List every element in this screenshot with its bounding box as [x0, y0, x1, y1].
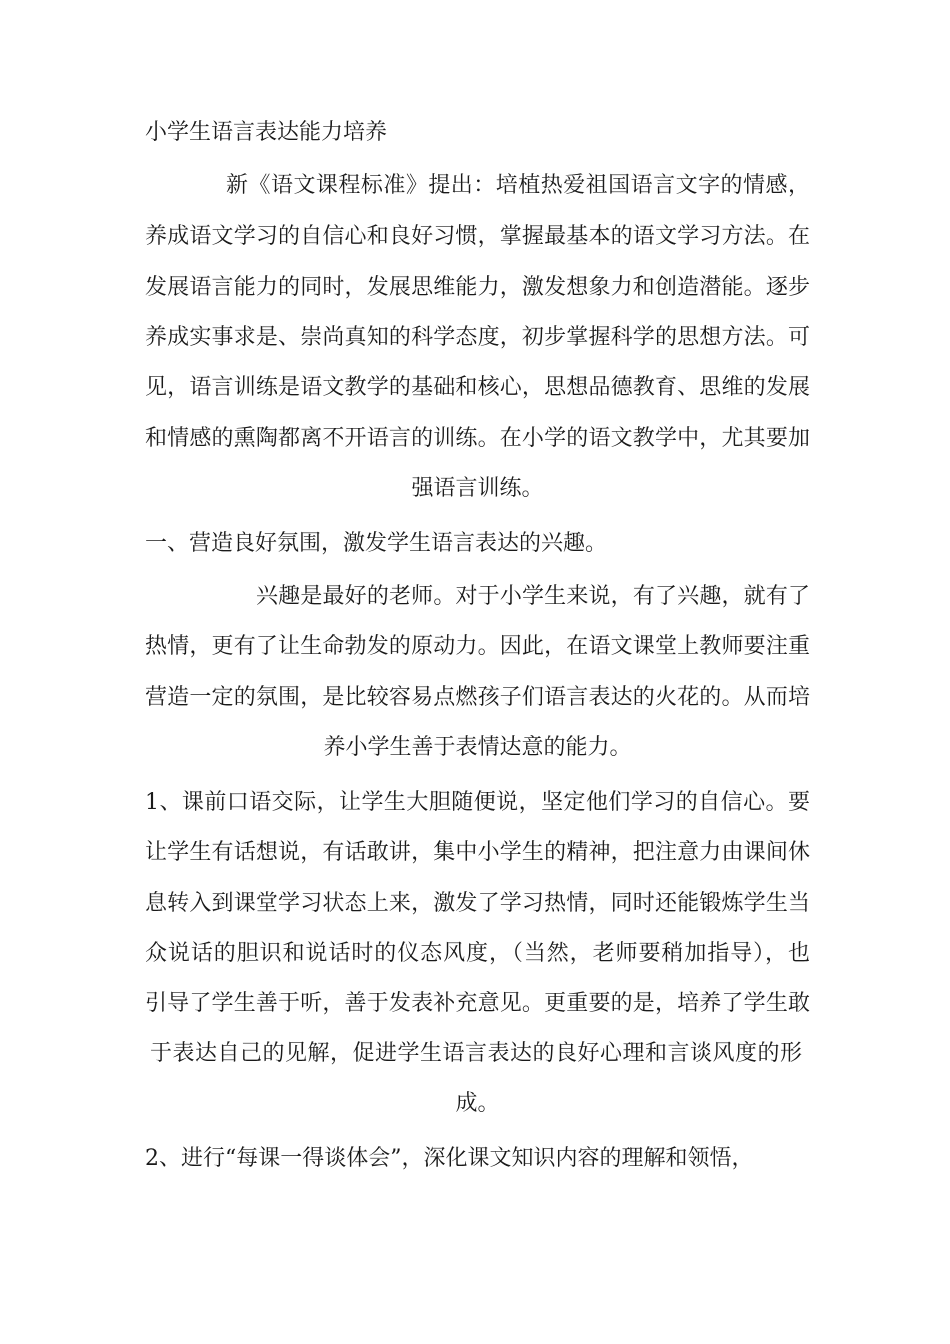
paragraph-line: 让学生有话想说，有话敢讲，集中小学生的精神，把注意力由课间休 — [145, 840, 810, 865]
list-item-line: 2、进行“每课一得谈体会”，深化课文知识内容的理解和领悟， — [145, 1146, 754, 1171]
paragraph-line: 于表达自己的见解，促进学生语言表达的良好心理和言谈风度的形 — [150, 1041, 802, 1066]
paragraph-line: 养小学生善于表情达意的能力。 — [323, 735, 632, 760]
paragraph-line: 热情，更有了让生命勃发的原动力。因此，在语文课堂上教师要注重 — [145, 634, 810, 659]
paragraph-line: 见，语言训练是语文教学的基础和核心，思想品德教育、思维的发展 — [145, 375, 810, 400]
paragraph-line: 养成语文学习的自信心和良好习惯，掌握最基本的语文学习方法。在 — [145, 224, 810, 249]
paragraph-line: 新《语文课程标准》提出：培植热爱祖国语言文字的情感， — [226, 173, 810, 198]
paragraph-line: 和情感的熏陶都离不开语言的训练。在小学的语文教学中，尤其要加 — [145, 426, 810, 451]
paragraph-line: 引导了学生善于听，善于发表补充意见。更重要的是，培养了学生敢 — [145, 991, 810, 1016]
section-heading: 一、营造良好氛围，激发学生语言表达的兴趣。 — [145, 531, 608, 556]
paragraph-line: 强语言训练。 — [411, 476, 544, 501]
paragraph-line: 养成实事求是、崇尚真知的科学态度，初步掌握科学的思想方法。可 — [145, 325, 810, 350]
paragraph-line: 营造一定的氛围，是比较容易点燃孩子们语言表达的火花的。从而培 — [145, 685, 810, 710]
paragraph-line: 发展语言能力的同时，发展思维能力，激发想象力和创造潜能。逐步 — [145, 275, 810, 300]
list-item-line: 1、课前口语交际，让学生大胆随便说，坚定他们学习的自信心。要 — [145, 790, 810, 815]
paragraph-line: 众说话的胆识和说话时的仪态风度，（当然，老师要稍加指导），也 — [145, 941, 810, 966]
paragraph-line: 息转入到课堂学习状态上来，激发了学习热情，同时还能锻炼学生当 — [145, 891, 810, 916]
document-title: 小学生语言表达能力培养 — [145, 120, 388, 145]
paragraph-line: 成。 — [455, 1091, 500, 1116]
paragraph-line: 兴趣是最好的老师。对于小学生来说，有了兴趣，就有了 — [256, 584, 810, 609]
